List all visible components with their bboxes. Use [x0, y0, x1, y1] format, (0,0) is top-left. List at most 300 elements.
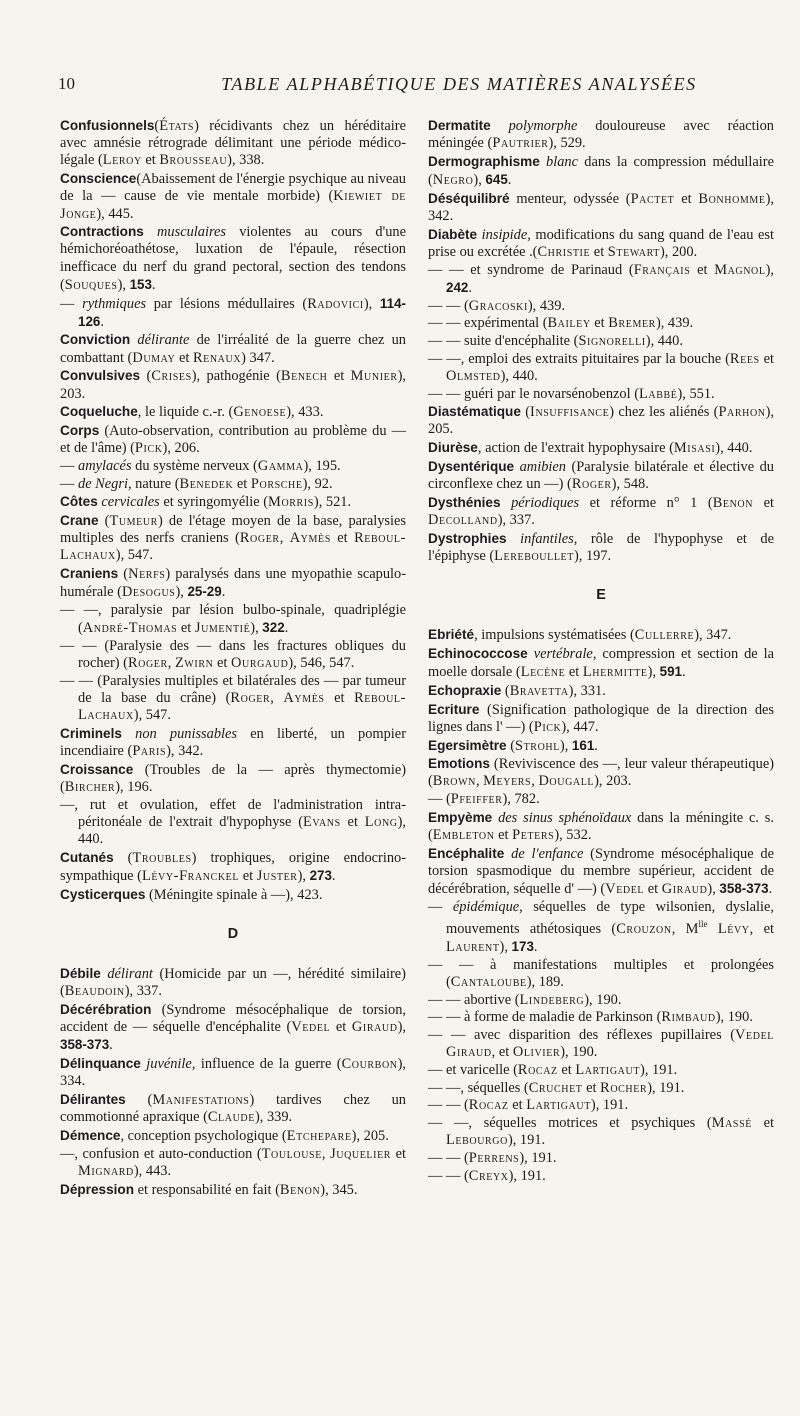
author-name: Lhermitte: [582, 664, 648, 681]
entry-text: , impulsions systématisées (: [474, 627, 635, 644]
author-name: Roger: [571, 476, 612, 493]
index-subentry: [428, 1115, 774, 1149]
author-name: Lévy: [717, 920, 750, 937]
index-entry: [60, 761, 406, 796]
author-name: Rees: [729, 350, 760, 367]
entry-text: et: [690, 261, 715, 278]
entry-text: ), 203.: [594, 773, 632, 790]
entry-text: et réforme n° 1 (: [579, 494, 713, 511]
entry-text: en liberté, un pompier incendiaire (: [60, 725, 406, 760]
entry-text: ), 206.: [162, 440, 200, 457]
entry-text: ), 521.: [313, 494, 352, 511]
index-subentry: [428, 262, 774, 297]
entry-text: [507, 531, 521, 547]
index-entry: [428, 403, 774, 438]
author-name: Reboul-Lachaux: [78, 690, 406, 724]
entry-text: —: [60, 295, 83, 312]
index-entry: [60, 422, 406, 457]
index-subentry: [60, 295, 406, 331]
entry-text: et: [330, 1019, 352, 1036]
author-name: Benon: [712, 494, 754, 511]
entry-text: ) 347.: [241, 349, 275, 366]
author-name: Cantaloube: [450, 973, 527, 990]
entry-text: et responsabilité en fait (: [134, 1181, 280, 1198]
author-name: Kiewiet de Jonge: [60, 188, 406, 222]
entry-headword: Diastématique: [428, 404, 521, 420]
entry-text: amylacés: [78, 457, 132, 474]
entry-text: et: [644, 881, 662, 898]
entry-text: ), 191.: [519, 1149, 557, 1166]
entry-text: (Auto-observation, contribution au problème du — et de l'âme) (: [60, 422, 406, 457]
entry-text: et: [557, 1061, 576, 1078]
author-name: André-Thomas: [82, 620, 178, 637]
entry-text: et: [759, 350, 775, 367]
entry-headword: Contractions: [60, 224, 144, 240]
entry-headword: Encéphalite: [428, 845, 505, 861]
entry-text: [707, 921, 717, 937]
entry-text: , compression et section de la moelle dorsale (: [428, 645, 774, 681]
entry-text: et syringomyélie (: [159, 494, 269, 511]
author-name: Evans: [303, 813, 341, 830]
entry-headword: Corps: [60, 422, 100, 438]
page-reference: 591: [659, 664, 682, 680]
author-name: Strohl: [514, 737, 560, 754]
entry-text: —: [60, 457, 78, 474]
author-name: Vedel: [291, 1019, 331, 1036]
entry-text: ), 337.: [497, 511, 535, 528]
index-entry: [60, 886, 406, 904]
author-name: Lindeberg: [519, 991, 585, 1008]
index-entry: [428, 845, 774, 899]
author-name: Vedel Giraud: [446, 1027, 774, 1061]
index-entry: [428, 530, 774, 565]
entry-text: .: [468, 279, 472, 296]
entry-headword: Ecriture: [428, 701, 480, 717]
index-entry: [60, 117, 406, 170]
author-name: Mignard: [78, 1162, 134, 1179]
author-name: Rimbaud: [661, 1009, 716, 1026]
index-subentry: [60, 638, 406, 672]
author-name: Pautrier: [492, 135, 549, 152]
entry-text: ), 440.: [78, 813, 406, 848]
entry-text: ,: [270, 690, 284, 706]
author-name: Misasi: [673, 440, 716, 457]
index-entry: [428, 226, 774, 261]
entry-text: (Troubles de la — après thymectomie) (: [60, 761, 406, 796]
entry-text: .: [507, 172, 512, 189]
entry-text: ), 547.: [115, 547, 153, 564]
index-subentry: [428, 1080, 774, 1097]
author-name: Reboul-Lachaux: [60, 530, 406, 564]
entry-headword: Délirantes: [60, 1092, 126, 1108]
author-name: Long: [364, 813, 398, 830]
index-entry: [428, 153, 774, 189]
entry-text: ,: [475, 773, 484, 790]
author-name: Courbon: [341, 1056, 398, 1073]
author-name: Dumay: [132, 349, 176, 366]
entry-text: ), pathogénie (: [191, 368, 281, 385]
entry-text: (: [520, 404, 531, 421]
entry-text: .: [768, 881, 773, 898]
entry-text: du système nerveux (: [131, 457, 258, 474]
entry-headword: Conviction: [60, 332, 131, 348]
entry-text: ), 342.: [428, 190, 774, 225]
left-column: [60, 117, 406, 1199]
entry-text: de Negri: [78, 475, 128, 492]
entry-text: (: [501, 682, 510, 699]
entry-text: .: [331, 868, 336, 885]
entry-text: ), 440.: [645, 332, 683, 349]
index-subentry: [428, 1009, 774, 1026]
entry-text: — (: [428, 791, 451, 808]
author-name: Renaux: [192, 349, 242, 366]
entry-text: ), 190.: [584, 991, 622, 1008]
entry-text: et: [494, 827, 513, 844]
entry-headword: Dépression: [60, 1181, 135, 1197]
entry-text: (: [154, 118, 160, 134]
entry-text: (: [113, 849, 133, 866]
author-name: Radovici: [307, 295, 364, 312]
author-name: Bailey: [547, 315, 591, 332]
author-name: Negro: [432, 172, 474, 189]
entry-text: — — (Paralysies multiples et bilatérales des — par tumeur de la base du crâne) (: [60, 672, 406, 706]
entry-text: et: [233, 475, 251, 492]
entry-text: non punissables: [135, 725, 238, 742]
entry-headword: Crane: [60, 512, 99, 528]
entry-text: cervicales: [101, 494, 160, 511]
entry-text: douloureuse avec réaction méningée (: [428, 118, 774, 152]
entry-headword: Empyème: [428, 809, 493, 825]
index-entry: [60, 223, 406, 294]
author-name: Embleton: [432, 827, 495, 844]
entry-headword: Délinquance: [60, 1056, 141, 1072]
author-name: Porsche: [250, 475, 303, 492]
entry-text: juvénile: [146, 1056, 192, 1073]
entry-text: ,: [279, 530, 290, 547]
entry-text: .: [594, 737, 598, 754]
author-name: Desogus: [121, 584, 176, 601]
entry-text: délirante: [137, 332, 190, 349]
index-entry: [428, 439, 774, 457]
index-subentry: [60, 673, 406, 725]
author-name: Juster: [256, 868, 298, 885]
author-name: Christie: [537, 243, 591, 260]
entry-text: (Abaissement de l'énergie psychique au niveau de la — cause de vie mentale morbide) (: [60, 171, 406, 205]
entry-headword: Dysthénies: [428, 494, 501, 510]
entry-text: [144, 224, 157, 240]
index-entry: [60, 331, 406, 366]
entry-text: ), 443.: [133, 1162, 172, 1179]
author-name: Juquelier: [330, 1145, 392, 1162]
entry-text: et: [327, 368, 351, 385]
entry-text: ),: [297, 868, 310, 885]
entry-text: ),: [707, 881, 720, 898]
author-name: Benedek: [179, 475, 234, 492]
index-subentry: [428, 1150, 774, 1167]
entry-text: .: [221, 584, 226, 601]
author-name: Roger: [127, 655, 168, 672]
entry-text: , modifications du sang quand de l'eau est prise ou excrétée .(: [428, 226, 774, 260]
entry-text: , le liquide c.-r. (: [137, 404, 234, 421]
entry-text: musculaires: [157, 224, 227, 241]
author-name: Etchepare: [286, 1127, 352, 1144]
author-name: Gamma: [257, 457, 304, 474]
entry-text: menteur, odyssée (: [509, 190, 631, 207]
author-name: Lebourgo: [446, 1132, 508, 1149]
entry-text: ), 205.: [351, 1127, 389, 1144]
index-entry: [60, 565, 406, 601]
entry-text: ), 445.: [96, 205, 134, 222]
index-entry: [428, 701, 774, 736]
entry-text: — — suite d'encéphalite (: [428, 332, 579, 349]
entry-text: ), 782.: [502, 791, 540, 808]
index-entry: [60, 170, 406, 223]
entry-headword: Débile: [60, 966, 101, 982]
author-name: Bircher: [64, 779, 116, 796]
entry-text: — — guéri par le novarsénobenzol (: [428, 385, 639, 402]
index-subentry: [428, 791, 774, 808]
entry-text: (Paralysie bilatérale et élective du circonflexe chez un —) (: [428, 458, 774, 493]
entry-text: dans la compression médullaire (: [428, 153, 774, 189]
entry-text: ), 337.: [124, 983, 162, 1000]
entry-text: , influence de la guerre (: [191, 1056, 342, 1073]
author-name: Manifestations: [152, 1092, 250, 1109]
entry-text: infantiles: [520, 530, 574, 547]
index-entry: [428, 626, 774, 644]
author-name: Roger: [239, 530, 280, 547]
entry-text: ) récidivants chez un héréditaire avec amnésie rétrograde délimitant une période médico-légale (: [60, 118, 406, 169]
entry-text: et: [391, 1145, 406, 1162]
entry-text: — — et syndrome de Parinaud (: [428, 261, 634, 278]
author-name: Laurent: [446, 939, 500, 956]
entry-text: (Syndrome mésocéphalique de torsion, accident de — séquelle d'encéphalite (: [60, 1002, 406, 1036]
author-name: Lévy-Franckel: [141, 868, 240, 885]
entry-text: et: [508, 1097, 527, 1114]
entry-text: —, rut et ovulation, effet de l'administration intra-péritonéale de l'extrait d'hypophyse (: [60, 796, 406, 830]
entry-text: et: [751, 1115, 774, 1132]
entry-text: (Méningite spinale à —), 423.: [145, 886, 323, 903]
page-reference: 25-29: [187, 584, 222, 600]
author-name: Perrens: [468, 1149, 520, 1166]
author-name: Brown: [432, 773, 476, 790]
entry-text: ),: [397, 1019, 406, 1036]
entry-text: rythmiques: [82, 295, 147, 312]
entry-text: ),: [175, 584, 188, 601]
entry-text: ),: [250, 620, 263, 637]
entry-text: , et: [491, 1044, 513, 1061]
entry-headword: Diurèse: [428, 440, 478, 456]
author-name: Olmsted: [446, 367, 501, 384]
index-subentry: [428, 992, 774, 1009]
page-reference: 322: [262, 620, 285, 636]
index-subentry: [428, 957, 774, 991]
entry-text: ) de l'étage moyen de la base, paralysies multiples des nerfs craniens (: [60, 512, 406, 547]
entry-text: — — avec disparition des réflexes pupillaires (: [428, 1027, 736, 1044]
author-name: États: [159, 118, 195, 134]
author-name: Magnol: [714, 261, 766, 278]
entry-text: insipide: [481, 226, 528, 243]
page-reference: 153: [129, 276, 152, 292]
author-name: Bravetta: [509, 682, 569, 699]
entry-headword: Echinococcose: [428, 645, 528, 661]
entry-text: ) trophiques, origine endocrino-sympathique (: [60, 849, 407, 885]
entry-text: ,: [167, 655, 175, 672]
entry-headword: Dermatite: [428, 118, 491, 133]
entry-headword: Emotions: [428, 756, 490, 772]
entry-headword: Dysentérique: [428, 458, 515, 474]
author-name: Paris: [132, 743, 167, 760]
entry-headword: Coqueluche: [60, 404, 138, 420]
entry-text: — — abortive (: [428, 991, 520, 1008]
entry-text: — et varicelle (: [428, 1061, 518, 1078]
entry-text: et: [141, 152, 160, 169]
author-name: Benon: [279, 1181, 321, 1198]
entry-headword: Egersimètre: [428, 737, 507, 753]
entry-text: ), 339.: [254, 1109, 293, 1126]
section-letter: D: [227, 925, 239, 942]
entry-text: et: [590, 243, 608, 260]
entry-text: et: [177, 620, 195, 637]
entry-text: lle: [698, 919, 708, 930]
entry-text: ), 195.: [303, 457, 341, 474]
entry-text: — —, séquelles (: [428, 1079, 529, 1096]
entry-text: ), 548.: [611, 476, 649, 493]
author-name: Zwirn: [174, 655, 214, 672]
author-name: Olivier: [512, 1044, 561, 1061]
entry-text: et: [340, 813, 365, 830]
entry-headword: Ebriété: [428, 627, 475, 643]
entry-text: , nature (: [127, 475, 180, 492]
entry-text: , rôle de l'hypophyse et de l'épiphyse (: [428, 530, 774, 564]
author-name: Bremer: [608, 315, 656, 332]
author-name: Morris: [268, 494, 314, 511]
entry-text: ),: [499, 939, 512, 956]
entry-text: — — (: [428, 297, 469, 314]
entry-text: ), 191.: [507, 1132, 546, 1149]
entry-text: ), 440.: [715, 440, 753, 457]
entry-text: , conception psychologique (: [120, 1127, 287, 1144]
entry-text: ), 190.: [715, 1009, 753, 1026]
entry-text: [491, 118, 509, 134]
index-entry: [60, 1127, 406, 1145]
entry-text: polymorphe: [508, 118, 578, 134]
author-name: Dougall: [538, 773, 595, 790]
entry-text: ), 191.: [508, 1167, 546, 1184]
entry-text: , action de l'extrait hypophysaire (: [477, 440, 674, 457]
author-name: Aymès: [289, 530, 331, 547]
entry-text: ),: [765, 261, 774, 278]
page-reference: 358-373: [60, 1037, 110, 1053]
index-entry: [60, 367, 406, 402]
entry-text: , et: [749, 920, 774, 937]
entry-text: (: [98, 512, 110, 529]
index-subentry: [428, 1168, 774, 1185]
entry-text: ), 334.: [60, 1056, 406, 1090]
author-name: Pick: [134, 440, 163, 457]
entry-text: [501, 495, 512, 511]
entry-text: ), 196.: [115, 779, 153, 796]
entry-text: — —, emploi des extraits pituitaires par la bouche (: [428, 350, 730, 367]
index-subentry: [428, 333, 774, 350]
entry-text: .: [151, 276, 156, 293]
index-entry: [60, 1055, 406, 1090]
entry-text: ), 200.: [659, 243, 698, 260]
entry-headword: Cutanés: [60, 849, 114, 865]
entry-text: ), 345.: [320, 1181, 358, 1198]
entry-text: et: [565, 664, 583, 681]
entry-text: délirant: [107, 966, 153, 983]
index-entry: [60, 493, 406, 511]
entry-text: ),: [117, 276, 130, 293]
author-name: Brousseau: [159, 152, 228, 169]
author-name: Creyx: [468, 1167, 509, 1184]
entry-text: [122, 726, 135, 742]
entry-text: ),: [473, 172, 486, 189]
author-name: Ourgaud: [231, 655, 289, 672]
index-entry: [60, 1091, 406, 1126]
entry-text: (: [118, 566, 129, 583]
page-reference: 645: [485, 172, 508, 188]
index-entry: [428, 494, 774, 529]
author-name: Nerfs: [128, 566, 166, 583]
author-name: Stewart: [607, 243, 660, 260]
entry-text: ),: [363, 295, 380, 312]
entry-text: ), 532.: [554, 827, 592, 844]
index-entry: [428, 809, 774, 844]
entry-text: .: [100, 313, 104, 330]
author-name: Leroy: [102, 152, 142, 169]
entry-headword: Confusionnels: [60, 118, 155, 133]
entry-text: ), 203.: [60, 368, 406, 402]
entry-text: ), 190.: [560, 1044, 598, 1061]
author-name: Jumentié: [194, 620, 251, 637]
entry-text: dans la méningite c. s. (: [428, 809, 774, 844]
author-name: Cruchet: [528, 1079, 583, 1096]
entry-text: ), 331.: [568, 682, 606, 699]
index-entry: [428, 737, 774, 755]
entry-text: (Homicide par un —, hérédité similaire) (: [60, 966, 406, 1000]
author-name: Troubles: [132, 849, 192, 866]
page-header: [58, 74, 780, 106]
index-entry: [428, 645, 774, 681]
index-subentry: [428, 1027, 774, 1061]
author-name: Munier: [350, 368, 398, 385]
author-name: Souques: [64, 276, 118, 293]
author-name: Decolland: [428, 511, 498, 528]
author-name: Parhon: [718, 404, 766, 421]
entry-text: ), 191.: [640, 1061, 678, 1078]
index-subentry: [428, 899, 774, 956]
page-reference: 161: [571, 737, 595, 753]
entry-headword: Diabète: [428, 226, 478, 242]
index-entry: [60, 403, 406, 421]
author-name: Vedel: [605, 881, 645, 898]
author-name: Bonhomme: [698, 190, 766, 207]
index-entry: [60, 725, 406, 760]
entry-text: .: [682, 664, 686, 681]
entry-text: ), 191.: [590, 1097, 629, 1114]
entry-text: ), 338.: [227, 152, 265, 169]
author-name: Lereboullet: [494, 547, 574, 564]
author-name: Rocaz: [468, 1097, 509, 1114]
entry-headword: Cysticerques: [60, 886, 146, 902]
index-entry: [60, 965, 406, 1000]
index-subentry: [60, 602, 406, 637]
index-entry: [60, 512, 406, 565]
index-subentry: [428, 1097, 774, 1114]
entry-text: —: [428, 898, 453, 915]
entry-text: ), 547.: [133, 707, 171, 724]
